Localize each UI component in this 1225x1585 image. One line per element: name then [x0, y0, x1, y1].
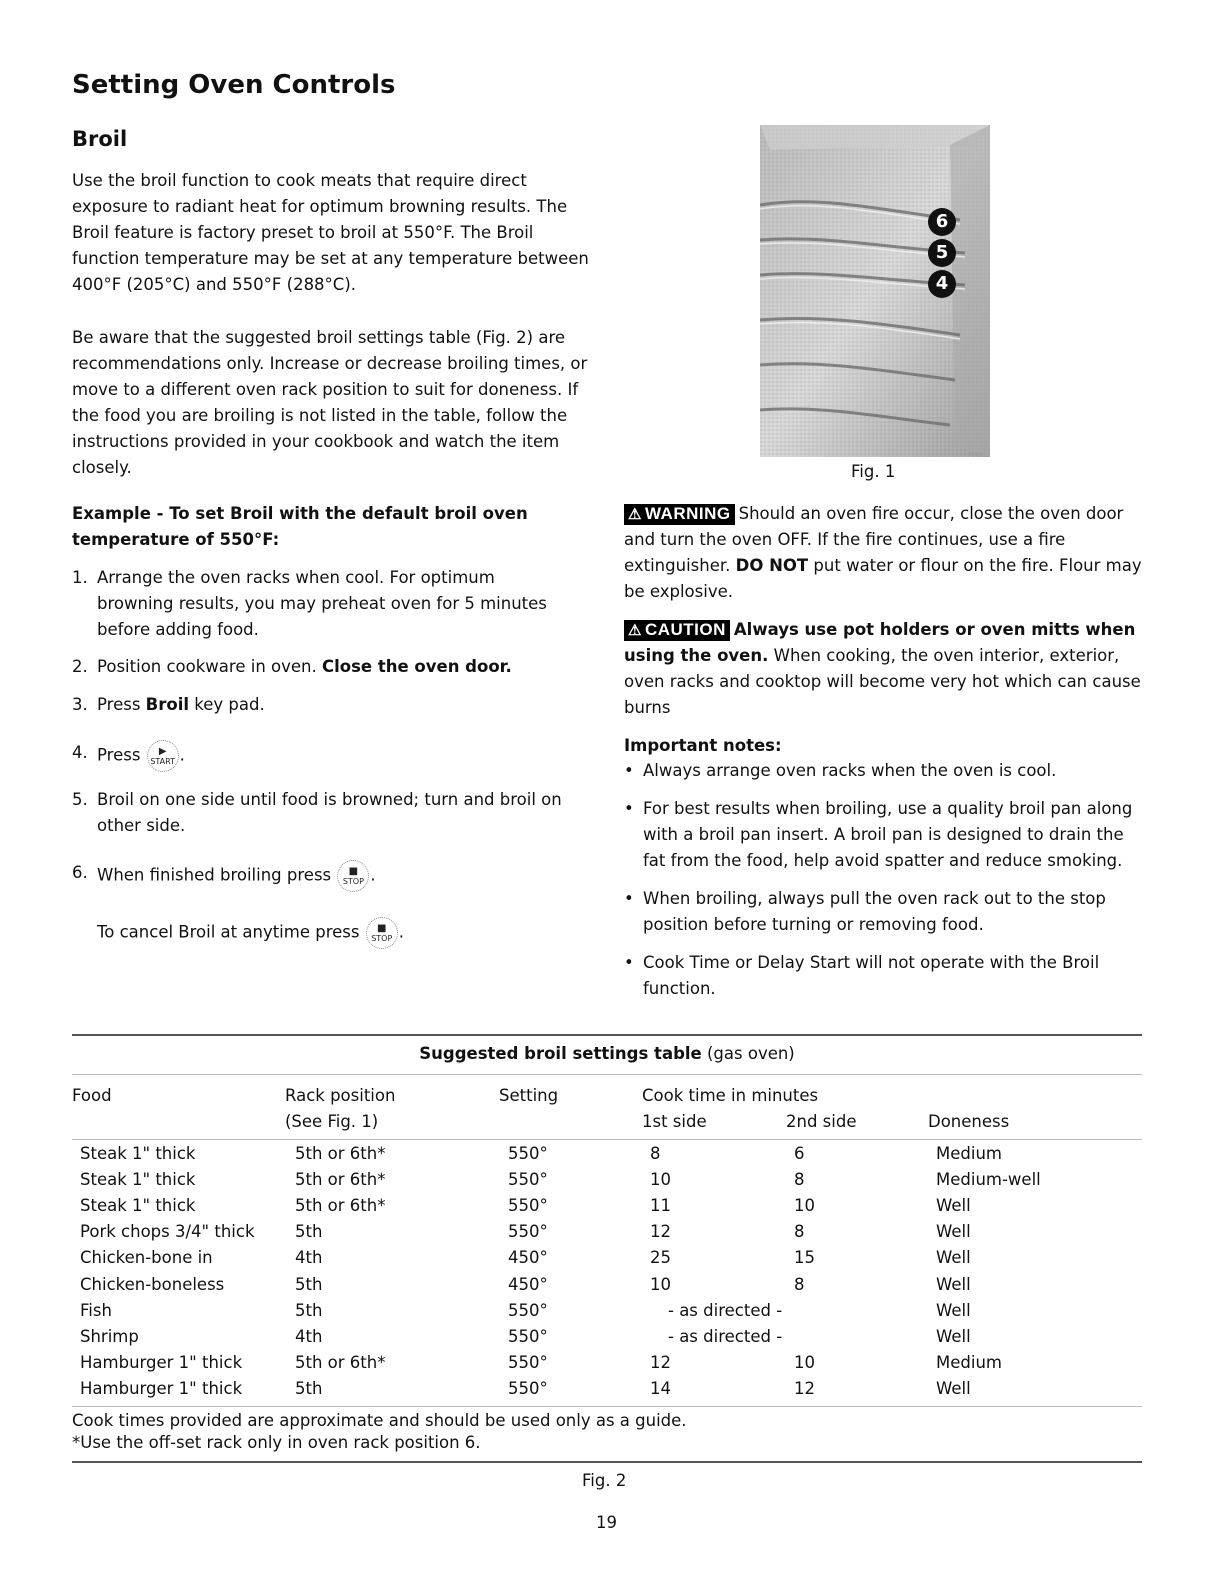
step-number: 1. — [72, 568, 88, 587]
table-cell-doneness: Well — [936, 1274, 971, 1294]
table-cell-doneness: Well — [936, 1222, 971, 1242]
table-cell-food: Steak 1" thick — [80, 1196, 196, 1216]
step-text: . — [370, 865, 376, 885]
table-cell-rack: 4th — [295, 1248, 323, 1268]
table-cell-doneness: Medium-well — [936, 1170, 1041, 1190]
table-bottom-rule — [72, 1406, 1142, 1407]
table-cell-first: 10 — [650, 1274, 671, 1294]
column-header-doneness: Doneness — [928, 1112, 1010, 1131]
table-cell-doneness: Well — [936, 1196, 971, 1216]
list-item: • When broiling, always pull the oven rack out to the stop position before turning or removing food. — [624, 889, 1106, 934]
table-cell-food: Fish — [80, 1300, 112, 1320]
example-heading: Example - To set Broil with the default broil oven temperature of 550°F: — [72, 504, 528, 549]
column-header-food: Food — [72, 1086, 112, 1105]
table-cell-setting: 550° — [508, 1196, 548, 1216]
step-text: Arrange the oven racks when cool. For optimum browning results, you may preheat oven for 5 minutes before adding food. — [97, 568, 547, 639]
list-item: • For best results when broiling, use a quality broil pan along with a broil pan insert. A broil pan is designed to drain the fat from the food, help avoid spatter and reduce smoking. — [624, 799, 1133, 870]
page-number: 19 — [596, 1513, 617, 1532]
column-header-setting: Setting — [499, 1086, 559, 1105]
notes-heading: Important notes: — [624, 736, 782, 755]
table-cell-first: 12 — [650, 1352, 671, 1372]
step-text: Press — [97, 695, 146, 714]
table-cell-food: Shrimp — [80, 1326, 139, 1346]
table-cell-second: 8 — [794, 1170, 805, 1190]
column-header-rack: Rack position — [285, 1086, 396, 1105]
rack-label-4: 4 — [935, 273, 949, 294]
step-text: When finished broiling press — [97, 865, 337, 885]
table-cell-rack: 5th or 6th* — [295, 1196, 386, 1216]
table-cell-second: 10 — [794, 1352, 815, 1372]
step-text: Broil on one side until food is browned; turn and broil on other side. — [97, 790, 562, 835]
column-header-first-side: 1st side — [642, 1112, 707, 1131]
table-cell-rack: 5th or 6th* — [295, 1170, 386, 1190]
caution-block: ⚠ CAUTION Always use pot holders or oven mitts when using the oven. When cooking, the oven interior, exterior, oven racks and cooktop will become very hot which can cause burns — [624, 620, 1141, 717]
list-item: • Always arrange oven racks when the oven is cool. — [624, 761, 1057, 780]
table-cell-first: 14 — [650, 1378, 671, 1398]
warning-badge: ⚠ WARNING — [624, 504, 735, 525]
table-cell-rack: 5th — [295, 1378, 323, 1398]
table-cell-first: 12 — [650, 1222, 671, 1242]
section-title: Broil — [72, 127, 128, 151]
page-title: Setting Oven Controls — [72, 70, 396, 100]
caution-badge: ⚠ CAUTION — [624, 620, 730, 641]
step-1 — [72, 565, 602, 643]
step-6 — [72, 860, 602, 892]
table-cell-second: 10 — [794, 1196, 815, 1216]
footnote-offset-rack: *Use the off-set rack only in oven rack position 6. — [72, 1433, 481, 1452]
table-cell-first: 8 — [650, 1144, 661, 1163]
table-cell-setting: 550° — [508, 1352, 548, 1372]
oven-rack-photo — [760, 125, 990, 457]
table-cell-rack: 5th or 6th* — [295, 1144, 386, 1163]
figure-1-caption: Fig. 1 — [851, 462, 896, 481]
column-header-second-side: 2nd side — [786, 1112, 857, 1131]
notes-list — [624, 758, 1144, 1002]
warning-triangle-icon: ⚠ — [628, 506, 642, 523]
caution-triangle-icon: ⚠ — [628, 622, 642, 639]
step-text: key pad. — [189, 695, 265, 714]
table-cell-doneness: Medium — [936, 1352, 1002, 1372]
table-cell-doneness: Well — [936, 1300, 971, 1320]
table-cell-second: 8 — [794, 1222, 805, 1242]
table-cell-setting: 550° — [508, 1300, 548, 1320]
step-text-bold: Broil — [145, 695, 190, 714]
table-top-rule — [72, 1034, 1142, 1036]
table-cell-setting: 550° — [508, 1222, 548, 1242]
footnote-cook-times: Cook times provided are approximate and should be used only as a guide. — [72, 1411, 687, 1430]
table-cell-second: 12 — [794, 1378, 815, 1398]
stop-key-icon: ■ STOP — [337, 860, 369, 892]
column-header-rack-sub: (See Fig. 1) — [285, 1112, 379, 1131]
rack-label-6: 6 — [935, 211, 949, 232]
table-cell-rack: 5th — [295, 1222, 323, 1242]
table-title: Suggested broil settings table (gas oven) — [419, 1044, 795, 1063]
table-cell-first: 25 — [650, 1248, 671, 1268]
start-key-icon: ▶ START — [147, 740, 179, 772]
table-cell-first: 10 — [650, 1170, 671, 1190]
step-text: Press — [97, 745, 146, 765]
table-cell-food: Steak 1" thick — [80, 1144, 196, 1163]
table-cell-span: - as directed - — [668, 1326, 783, 1346]
step-2 — [72, 654, 602, 680]
table-cell-food: Steak 1" thick — [80, 1170, 196, 1190]
warning-block: ⚠ WARNING Should an oven fire occur, close the oven door and turn the oven OFF. If the fire continues, use a fire extinguisher. DO NOT put water or flour on the fire. Flour may be explosive. — [624, 504, 1142, 601]
table-cell-setting: 550° — [508, 1326, 548, 1346]
table-cell-span: - as directed - — [668, 1300, 783, 1320]
table-cell-second: 8 — [794, 1274, 805, 1294]
step-text: . — [179, 745, 185, 765]
step-text-bold: Close the oven door. — [321, 657, 512, 676]
table-cell-setting: 450° — [508, 1274, 548, 1294]
table-cell-first: 11 — [650, 1196, 671, 1216]
table-header-rule — [72, 1139, 1142, 1140]
figure-2-caption: Fig. 2 — [582, 1471, 627, 1490]
list-item: • Cook Time or Delay Start will not operate with the Broil function. — [624, 953, 1100, 998]
step-3 — [72, 692, 602, 718]
table-cell-rack: 5th — [295, 1300, 323, 1320]
intro-paragraph-2: Be aware that the suggested broil settings table (Fig. 2) are recommendations only. Increase or decrease broiling times, or move to a different oven rack position to suit for doneness. If the food you are broiling is not listed in the table, follow the instructions provided in your cookbook and watch the item closely. — [72, 328, 588, 477]
table-cell-food: Hamburger 1" thick — [80, 1378, 243, 1398]
step-number: 6. — [72, 863, 88, 882]
table-cell-food: Chicken-boneless — [80, 1274, 225, 1294]
table-cell-rack: 5th — [295, 1274, 323, 1294]
table-cell-second: 15 — [794, 1248, 815, 1268]
table-cell-rack: 5th or 6th* — [295, 1352, 386, 1372]
intro-paragraph-1: Use the broil function to cook meats that require direct exposure to radiant heat for optimum browning results. The Broil feature is factory preset to broil at 550°F. The Broil function temperature may be set at any temperature between 400°F (205°C) and 550°F (288°C). — [72, 171, 589, 294]
step-4 — [72, 740, 602, 772]
step-number: 5. — [72, 790, 88, 809]
table-cell-setting: 450° — [508, 1248, 548, 1268]
rack-label-5: 5 — [935, 242, 949, 263]
table-cell-setting: 550° — [508, 1378, 548, 1398]
stop-key-icon: ■ STOP — [366, 917, 398, 949]
table-cell-doneness: Well — [936, 1326, 971, 1346]
table-cell-rack: 4th — [295, 1326, 323, 1346]
table-title-rule — [72, 1074, 1142, 1075]
table-cell-food: Hamburger 1" thick — [80, 1352, 243, 1372]
step-text: Position cookware in oven. — [97, 657, 322, 676]
step-number: 4. — [72, 743, 88, 762]
step-number: 3. — [72, 695, 88, 714]
cancel-instruction: To cancel Broil at anytime press ■ STOP . — [97, 917, 627, 949]
table-cell-setting: 550° — [508, 1144, 548, 1163]
step-5 — [72, 787, 602, 839]
table-cell-doneness: Well — [936, 1378, 971, 1398]
column-header-cook-time: Cook time in minutes — [642, 1086, 819, 1105]
step-number: 2. — [72, 657, 88, 676]
table-cell-doneness: Well — [936, 1248, 971, 1268]
table-cell-setting: 550° — [508, 1170, 548, 1190]
table-cell-second: 6 — [794, 1144, 805, 1163]
table-end-rule — [72, 1461, 1142, 1463]
table-cell-food: Chicken-bone in — [80, 1248, 213, 1268]
table-cell-food: Pork chops 3/4" thick — [80, 1222, 255, 1242]
table-cell-doneness: Medium — [936, 1144, 1002, 1163]
